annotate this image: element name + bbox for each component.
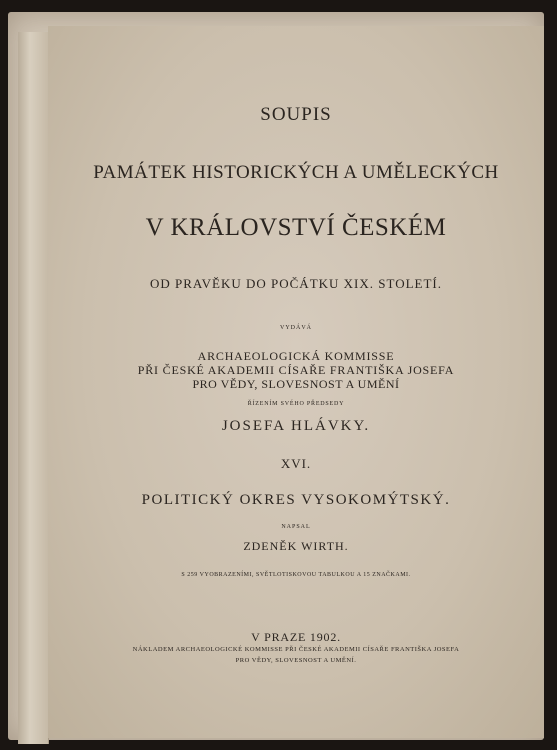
title-pamatek: PAMÁTEK HISTORICKÝCH A UMĚLECKÝCH [93,162,499,183]
title-soupis: SOUPIS [260,104,332,125]
publisher-line-3: PRO VĚDY, SLOVESNOST A UMĚNÍ [192,377,400,391]
imprint-line-1: NÁKLADEM ARCHAEOLOGICKÉ KOMMISSE PŘI ČESKÉ AKADEMII CÍSAŘE FRANTIŠKA JOSEFA [132,646,460,653]
volume-number: XVI. [280,456,312,471]
subtitle-period: OD PRAVĚKU DO POČÁTKU XIX. STOLETÍ. [150,276,442,291]
district-title: POLITICKÝ OKRES VYSOKOMÝTSKÝ. [141,492,451,508]
book [8,12,544,740]
place-year: V PRAZE 1902. [251,630,341,644]
publisher-line-2: PŘI ČESKÉ AKADEMII CÍSAŘE FRANTIŠKA JOSEFA [137,363,455,377]
author-name: ZDENĚK WIRTH. [243,539,349,553]
book-cover [48,26,544,738]
publisher-intro: VYDÁVÁ [280,325,312,331]
publisher-line-1: ARCHAEOLOGICKÁ KOMMISSE [197,349,395,363]
title-kralovstvi: V KRÁLOVSTVÍ ČESKÉM [145,214,447,241]
author-intro: NAPSAL [281,524,311,530]
illustrations-note: S 259 VYOBRAZENÍMI, SVĚTLOTISKOVOU TABULKOU A 15 ZNAČKAMI. [181,572,411,578]
chairman-name: JOSEFA HLÁVKY. [221,418,371,434]
direction-note: ŘÍZENÍM SVÉHO PŘEDSEDY [247,401,345,407]
imprint-line-2: PRO VĚDY, SLOVESNOST A UMĚNÍ. [235,657,357,664]
book-spine [18,32,49,744]
